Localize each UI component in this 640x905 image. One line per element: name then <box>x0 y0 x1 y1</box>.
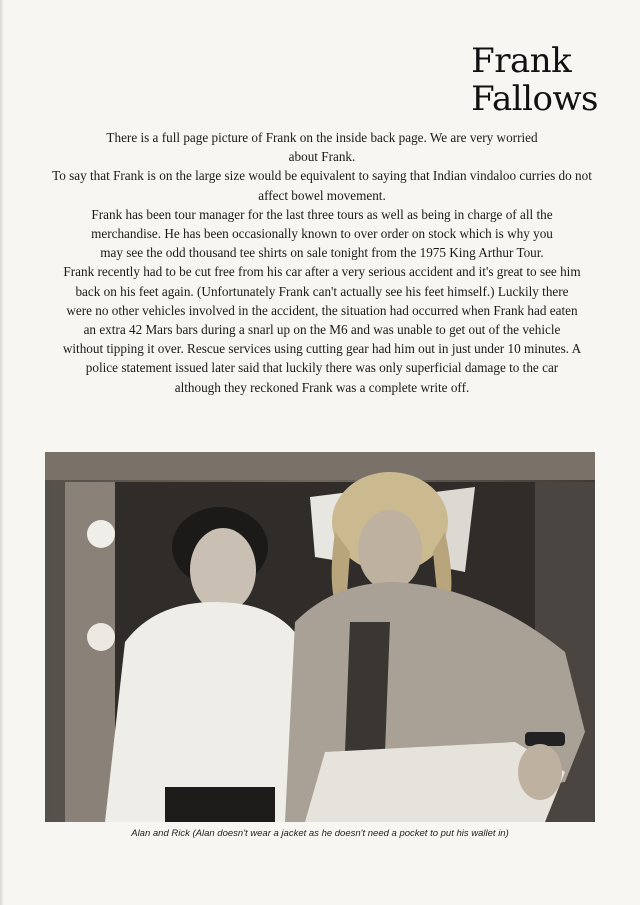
paragraph-2: To say that Frank is on the large size would be equivalent to saying that Indian vindaloo curries do not affect bowel movement. <box>52 168 592 203</box>
paragraph-4: Frank recently had to be cut free from his car after a very serious accident and it's great to see him back on his feet again. (Unfortunately Frank can't actually see his feet himself.) Luckily there were no other vehicles involved in the accident, the situation had occurred when Frank had eaten an extra 42 Mars bars during a snarl up on the M6 and was unable to get out of the vehicle without tipping it over. Rescue services using cutting gear had him out in just under 10 minutes. A police statement issued later said that luckily there was only superficial damage to the car although they reckoned Frank was a complete write off. <box>62 264 582 395</box>
band-photo-illustration <box>45 452 595 822</box>
paragraph-3: Frank has been tour manager for the last three tours as well as being in charge of all the merchandise. He has been occasionally known to over order on stock which is why you may see the odd thousand tee shirts on sale tonight from the 1975 King Arthur Tour. <box>91 206 553 261</box>
page-title <box>471 42 598 118</box>
title-line-2: Fallows <box>471 79 598 119</box>
paragraph-1: There is a full page picture of Frank on the inside back page. We are very worried about Frank. <box>106 130 538 165</box>
photo-caption: Alan and Rick (Alan doesn't wear a jacket as he doesn't need a pocket to put his wallet in) <box>131 828 509 839</box>
page-binding-edge <box>0 0 4 905</box>
band-photo <box>45 452 595 822</box>
title-line-1: Frank <box>471 41 572 81</box>
article-body <box>52 128 592 397</box>
